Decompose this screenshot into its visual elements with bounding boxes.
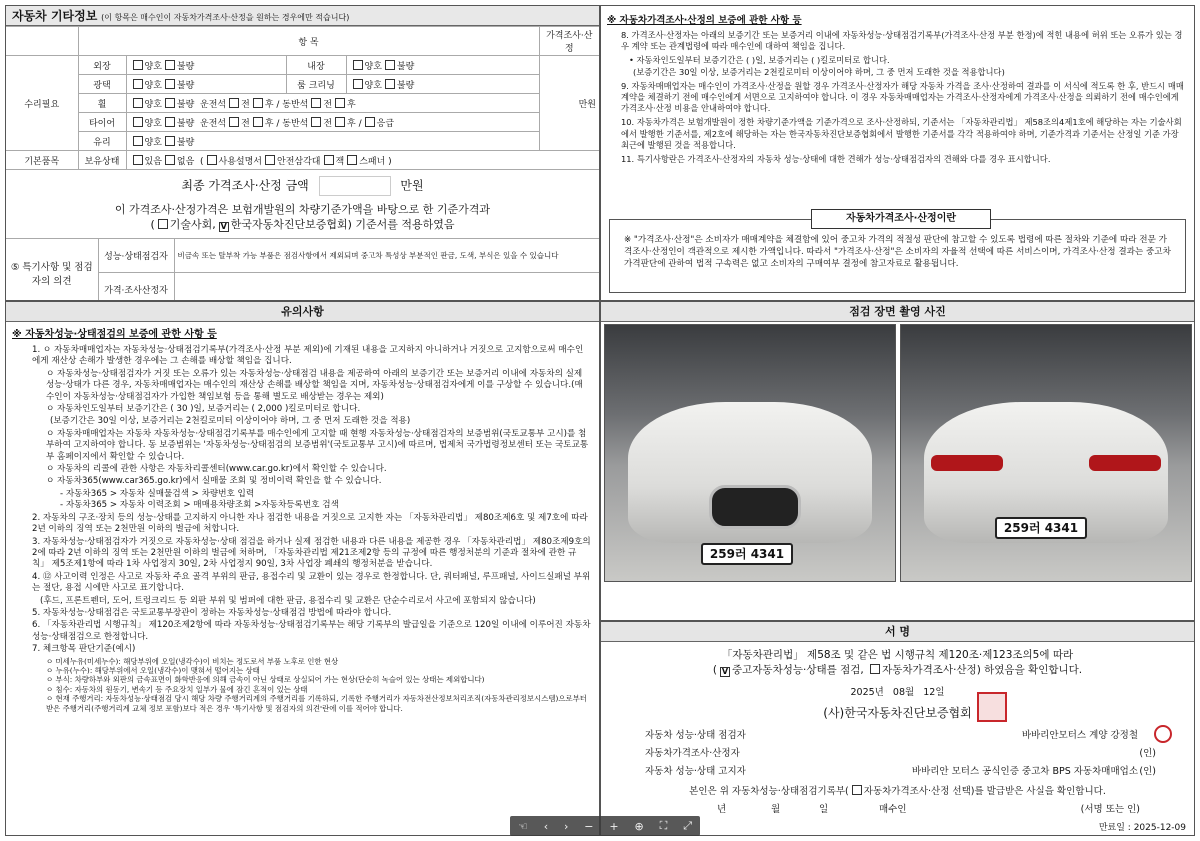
sign-date (601, 684, 1194, 698)
int-bad-label: 불량 (396, 61, 415, 72)
room-good-checkbox[interactable] (353, 79, 363, 89)
tire-rear-label: 후 / 동반석 (264, 118, 309, 129)
sign-year: 2025년 (850, 687, 884, 698)
price-guarantee-list (601, 30, 1194, 165)
sign-month: 08월 (892, 687, 915, 698)
gloss-good-checkbox[interactable] (133, 79, 143, 89)
tire-driver-label: 운전석 (200, 118, 227, 129)
tire-good-checkbox[interactable] (133, 117, 143, 127)
inspector-value: 바바리안모터스 계양 강정철 (1021, 730, 1138, 741)
wheel-rear-label: 후 / 동반석 (264, 99, 309, 110)
wheel-dr-checkbox[interactable] (253, 98, 263, 108)
caution-item-4: 4. ⑫ 사고이력 인정은 사고로 자동차 주요 골격 부위의 판금, 용접수리 및 교환이 있는 경우로 한정합니다. 단, 쿼터패널, 루프패널, 사이드실패널 부위는 절단, 용접 시에만 사고로 표기합니다. (32, 571, 591, 594)
kidney-grille (709, 485, 801, 529)
caution-item-1h: - 자동차365 > 자동차 실매물검색 > 차량번호 입력 (60, 488, 255, 499)
sign-line1: 「자동차관리법」 제58조 및 같은 법 시행규칙 제120조·제123조의5에 따라 (721, 649, 1074, 661)
tire-bad-checkbox[interactable] (165, 117, 175, 127)
wheel-front-label: 전 (241, 99, 250, 110)
triangle-label: 안전삼각대 (277, 156, 321, 167)
wheel-df-checkbox[interactable] (229, 98, 239, 108)
inspector-seal-icon (1154, 725, 1172, 743)
price-guarantee-title: ※ 자동차가격조사·산정의 보증에 관한 사항 등 (607, 15, 802, 26)
wheel-good-checkbox[interactable] (133, 98, 143, 108)
price-assessor-label: 자동차가격조사·산정자 (645, 748, 740, 759)
caution-item-6: 6. 「자동차관리법 시행규칙」 제120조제2항에 따라 자동차성능·상태점검기록부는 해당 기록부의 발급일을 기준으로 120일 이내에 이루어진 자동차 성능·상태점검으로 한정합니다. (32, 620, 591, 642)
caution-item-2: 2. 자동차의 구조·장치 등의 성능·상태를 고지하지 아니한 자나 점검한 내용을 거짓으로 고지한 자는 「자동차관리법」 제80조제6호 및 제7호에 따라 2년 이하의 징역 또는 2천만원 이하의 벌금에 처합니다. (32, 512, 588, 535)
kadia-checkbox[interactable]: V (220, 222, 227, 231)
final-price-input[interactable] (319, 176, 391, 196)
confirm-b: 자동차가격조사·산정 선택)를 발급받은 사실을 확인합니다. (863, 786, 1106, 797)
guarantee-item-11: 11. 특기사항란은 가격조사·산정자의 자동차 성능·상태에 대한 견해가 성능·상태점검자의 견해와 다를 경우 표시합니다. (621, 154, 1051, 165)
triangle-checkbox[interactable] (265, 155, 275, 165)
used-car-check-checkbox[interactable]: V (721, 667, 729, 676)
caution-item-5: 5. 자동차성능·상태점검은 국토교통부장관이 정하는 자동차성능·상태점검 방법에 따라야 합니다. (32, 607, 392, 618)
org-seal-icon (977, 692, 1007, 722)
price-assessor-seal: (인) (1139, 748, 1156, 759)
tire-bad-label: 불량 (176, 118, 195, 129)
own-no-checkbox[interactable] (165, 155, 175, 165)
remark1-text: 비금속 또는 탈부착 가능 부품은 점검사항에서 제외되며 중고차 특성상 부분적인 판금, 도색, 부식은 있을 수 있습니다 (174, 239, 599, 273)
ext-good-label: 양호 (144, 61, 162, 72)
int-good-label: 양호 (364, 61, 382, 72)
ext-good-checkbox[interactable] (133, 60, 143, 70)
gloss-good-label: 양호 (144, 80, 162, 91)
remark1-label: 성능·상태점검자 (98, 239, 174, 273)
zoom-in-icon[interactable]: + (609, 819, 619, 833)
criteria-4: ㅇ 침수: 자동차의 원동기, 변속기 등 주요장치 일부가 물에 잠긴 흔적이 있는 상태 (46, 684, 308, 694)
kadia-label: 한국자동차진단보증협회) 기준서를 적용하였음 (230, 218, 455, 231)
int-good-checkbox[interactable] (353, 60, 363, 70)
prev-page-icon[interactable]: ‹ (543, 819, 549, 833)
remark2-text (174, 273, 599, 302)
guarantee-item-9: 9. 자동차매매업자는 매수인이 가격조사·산정을 원할 경우 가격조사·산정자가 해당 자동차 가격을 조사·산정하여 결과를 이 서식에 적도록 한 후, 반드시 매매계약을 체결하기 전에 매수인에게 서면으로 고지하여야 합니다. 이 경우 자동차매매업자는 가격조사·산정자에게 가격조사·산정을 의뢰하기 전에 매수인에게 가격조사·산정 비용을 안내하여야 합니다. (621, 80, 1184, 114)
caution-section: ※ 자동차성능·상태점검의 보증에 관한 사항 등 (12, 329, 217, 340)
price-survey-checkbox[interactable] (870, 664, 880, 674)
final-price-row (6, 176, 599, 196)
own-paren: ( (200, 156, 204, 167)
glass-bad-label: 불량 (176, 137, 195, 148)
manual-checkbox[interactable] (207, 155, 217, 165)
org-name: (사)한국자동차진단보증협회 (823, 706, 972, 720)
price-value: 만원 (539, 56, 599, 151)
caution-panel (5, 301, 600, 836)
wheel-bad-checkbox[interactable] (165, 98, 175, 108)
own-label: 보유상태 (78, 151, 126, 170)
viewer-toolbar (510, 816, 700, 836)
confirm-row (601, 783, 1194, 797)
caution-item-1c: ㅇ 자동차인도일부터 보증기간은 ( 30 )일, 보증거리는 ( 2,000 )킬로미터로 합니다. (46, 404, 361, 415)
signers (601, 721, 1194, 781)
price-assessor-row (645, 745, 1156, 763)
basic-label: 기본품목 (6, 151, 78, 170)
price-survey-label: 자동차가격조사·산정) 하였음을 확인합니다. (882, 664, 1083, 676)
wheel-front2-label: 전 (323, 99, 333, 110)
ext-bad-label: 불량 (176, 61, 195, 72)
expiry-date: 만료일 : 2025-12-09 (1098, 823, 1186, 833)
tech-society-checkbox[interactable] (158, 219, 168, 229)
hand-icon[interactable]: ☜ (517, 819, 528, 833)
own-yes-label: 있음 (144, 156, 162, 167)
confirm-a: 본인은 위 자동차성능·상태점검기록부( (689, 786, 849, 797)
used-car-check-label: 중고자동차성능·상태를 점검, (732, 664, 864, 676)
caution-item-1i: - 자동차365 > 자동차 이력조회 > 매매용차량조회 >자동차등록번호 검색 (60, 500, 339, 511)
tire-dr-checkbox[interactable] (253, 117, 263, 127)
caution-item-7: 7. 체크항목 판단기준(예시) (32, 644, 136, 655)
int-label: 내장 (286, 56, 346, 75)
org-row (601, 704, 1194, 721)
tire-spare-label: 응급 (376, 118, 395, 129)
own-yes-checkbox[interactable] (133, 155, 143, 165)
etc-note: (이 항목은 매수인이 자동차가격조사·산정을 원하는 경우에만 적습니다) (101, 13, 350, 22)
gloss-label: 광택 (78, 75, 126, 94)
wheel-good-label: 양호 (144, 99, 162, 110)
fullscreen-icon[interactable]: ⛶ (659, 819, 668, 832)
rear-plate: 259러 4341 (995, 517, 1087, 539)
ext-bad-checkbox[interactable] (165, 60, 175, 70)
rear-photo (900, 324, 1192, 582)
col-item: 항 목 (78, 27, 539, 56)
signature-title: 서 명 (601, 622, 1194, 642)
confirm-checkbox[interactable] (852, 785, 862, 795)
criteria-3: ㅇ 부식: 차량하부와 외판의 금속표면이 화학반응에 의해 금속이 아닌 상태로 상실되어 가는 현상(단순히 녹슬어 있는 상태는 제외합니다) (46, 675, 485, 685)
tire-good-label: 양호 (144, 118, 162, 129)
final-price-unit: 만원 (400, 178, 424, 193)
basis-text (6, 202, 599, 232)
caution-item-4b: (후드, 프론트펜더, 도어, 트렁크리드 등 외판 부위 및 범퍼에 대한 판금, 용접수리 및 교환은 단순수리로서 사고에 포함되지 않습니다) (40, 595, 536, 606)
wheel-label: 휠 (78, 94, 126, 113)
caution-item-1b: ㅇ 자동차성능·상태점검자가 거짓 또는 오류가 있는 자동차성능·상태점검 내용을 제공하여 아래의 보증기간 또는 보증거리 이내에 자동차의 실제 성능·상태가 다른 경우, 자동차매매업자는 매수인의 재산상 손해를 배상할 책임을 지며, 자동차성능·상태점검자에게 이를 구상할 수 있습니다.(매수인이 자동차성능·상태점검자가 가입한 책임보험 등을 통해 별도로 배상받는 경우는 제외) (46, 368, 583, 402)
wheel-pf-checkbox[interactable] (311, 98, 321, 108)
remark2-label: 가격·조사산정자 (98, 273, 174, 302)
wheel-bad-label: 불량 (176, 99, 195, 110)
room-good-label: 양호 (364, 80, 382, 91)
price-guarantee-panel (600, 5, 1195, 301)
tire-spare-checkbox[interactable] (365, 117, 375, 127)
col-price: 가격조사·산정 (539, 27, 599, 56)
spanner-label: 스패너 ) (359, 156, 392, 167)
glass-good-checkbox[interactable] (133, 136, 143, 146)
basis-paren: ( (150, 218, 155, 231)
caution-item-1g: ㅇ 자동차365(www.car365.go.kr)에서 실매물 조회 및 정비이력 확인을 할 수 있습니다. (46, 476, 382, 487)
front-photo (604, 324, 896, 582)
zoom-out-icon[interactable]: − (584, 819, 594, 833)
sign-day: 12일 (923, 687, 945, 698)
caution-item-1: 1. ㅇ 자동차매매업자는 자동차성능·상태점검기록부(가격조사·산정 부분 제외)에 기재된 내용을 고지하지 아니하거나 거짓으로 고지함으로써 매수인에게 재산상 손해가 발생한 경우에는 그 손해를 배상할 책임을 집니다. (32, 345, 584, 367)
exit-fullscreen-icon[interactable]: ⤢ (683, 819, 693, 832)
repair-label: 수리필요 (6, 56, 78, 151)
guarantee-period-note: (보증기간은 30일 이상, 보증거리는 2천킬로미터 이상이어야 하며, 그 중 먼저 도래한 것을 적용합니다) (633, 66, 1005, 77)
signature-statement (601, 648, 1194, 678)
wheel-pr-checkbox[interactable] (335, 98, 345, 108)
gloss-bad-label: 불량 (176, 80, 195, 91)
criteria-list (32, 657, 591, 713)
wheel-rear2-label: 후 (347, 99, 356, 110)
buyer-row (601, 801, 1194, 817)
glass-good-label: 양호 (144, 137, 162, 148)
gloss-bad-checkbox[interactable] (165, 79, 175, 89)
final-price-label: 최종 가격조사·산정 금액 (181, 178, 309, 193)
criteria-2: ㅇ 누유(누수): 해당부위에서 오일(냉각수)이 맺혀서 떨어지는 상태 (46, 665, 260, 675)
remarks-table (6, 238, 599, 301)
etc-title: 자동차 기타정보 (12, 9, 98, 23)
jack-label: 잭 (335, 156, 345, 167)
notifier-label: 자동차 성능·상태 고지자 (645, 766, 746, 777)
jack-checkbox[interactable] (324, 155, 334, 165)
photo-title: 점검 장면 촬영 사진 (601, 302, 1194, 322)
notifier-seal: (인) (1139, 766, 1156, 777)
tire-front-label: 전 (241, 118, 250, 129)
room-bad-label: 불량 (396, 80, 415, 91)
criteria-5: ㅇ 현재 주행거리: 자동차성능·상태점검 당시 해당 차량 주행거리계의 주행거리를 기록하되, 기록한 주행거리가 자동차전산정보처리조직(자동차관리정보시스템)으로부터 받은 주행거리(주행거리계 교체 정보 포함)보다 적은 경우 '특기사항 및 점검자의 의견'란에 이를 적어야 합니다. (46, 694, 587, 713)
inspector-label: 자동차 성능·상태 점검자 (645, 730, 746, 741)
photo-panel (600, 301, 1195, 621)
guarantee-item-8: 8. 가격조사·산정자는 아래의 보증기간 또는 보증거리 이내에 자동차성능·상태점검기록부(가격조사·산정 부분 한정)에 적힌 내용에 허위 또는 오류가 있는 경우 계약 또는 관계법령에 따라 매수인에 대하여 책임을 집니다. (621, 30, 1183, 52)
next-page-icon[interactable]: › (564, 819, 569, 833)
caution-item-1d: (보증기간은 30일 이상, 보증거리는 2천킬로미터 이상이어야 하며, 그 중 먼저 도래한 것을 적용) (50, 416, 411, 427)
tech-society-label: 기술사회, (169, 218, 216, 231)
notifier-row (645, 763, 1156, 781)
buyer-year: 년 (717, 804, 727, 815)
etc-table (6, 26, 599, 170)
room-bad-checkbox[interactable] (385, 79, 395, 89)
room-label: 룸 크리닝 (286, 75, 346, 94)
tire-label: 타이어 (78, 113, 126, 132)
buyer-label: 매수인 (879, 804, 907, 815)
own-no-label: 없음 (176, 156, 195, 167)
guarantee-item-10: 10. 자동차가격은 보험개발원이 정한 차량기준가액을 기준가격으로 조사·산정하되, 기준서는 「자동차관리법」 제58조의4제1호에 해당하는 자는 기술사회에서 발행한 기준서를, 제2호에 해당하는 자는 한국자동차진단보증협회에서 발행한 기준서를 각각 적용하여야 하며, 기준가격과 기준서는 산정일 기준 가장 최근에 발행된 것을 적용합니다. (621, 117, 1182, 150)
remarks-label: ⑤ 특기사항 및 점검자의 의견 (6, 239, 98, 302)
rear-light-left (931, 455, 1003, 471)
glass-label: 유리 (78, 132, 126, 151)
caution-title: 유의사항 (6, 302, 599, 322)
caution-item-1e: ㅇ 자동차매매업자는 자동차 자동차성능·상태점검기록부를 매수인에게 고지할 때 현행 자동차성능·상태점검자의 보증범위(국토교통부 고시)를 첨부하여 고지하여야 합니다. 동 보증범위는 '자동차성능·상태점검의 보증범위'(국토교통부 고시)에 따르며, 법제처 국가법령정보센터 또는 국토교통부 홈페이지에서 확인할 수 있습니다. (46, 428, 589, 462)
sign-paren: ( (712, 664, 717, 676)
tire-front2-label: 전 (323, 118, 333, 129)
notifier-value: 바바리안 모터스 공식인증 중고차 BPS 자동차매매업소 (911, 766, 1138, 777)
caution-item-3: 3. 자동차성능·상태점검자가 거짓으로 자동차성능·상태 점검을 하거나 실제 점검한 내용과 다른 내용을 제공한 경우 「자동차관리법」 제80조제9호의2에 따라 2년 이하의 징역 또는 2천만원 이하의 벌금에 처하며, 「자동차관리법 제21조제2항 등의 규정에 따른 행정처분의 기준과 절차에 관한 규칙」 제5조제1항에 따라 1차 사업정지 30일, 2차 사업정지 90일, 3차 사업장 폐쇄의 행정처분을 받습니다. (32, 536, 591, 570)
caution-item-1f: ㅇ 자동차의 리콜에 관한 사항은 자동차리콜센터(www.car.go.kr)에서 확인할 수 있습니다. (46, 464, 387, 475)
price-box-title: 자동차가격조사·산정이란 (811, 209, 991, 229)
int-bad-checkbox[interactable] (385, 60, 395, 70)
etc-info-panel (5, 5, 600, 301)
fit-page-icon[interactable]: ⊕ (634, 819, 644, 833)
caution-list (6, 343, 599, 713)
buyer-month: 월 (771, 804, 781, 815)
tire-df-checkbox[interactable] (229, 117, 239, 127)
signature-panel (600, 621, 1195, 836)
inspector-row (645, 727, 1144, 745)
glass-bad-checkbox[interactable] (165, 136, 175, 146)
buyer-sign: (서명 또는 인) (1080, 804, 1140, 815)
tire-pf-checkbox[interactable] (311, 117, 321, 127)
wheel-driver-label: 운전석 (200, 99, 227, 110)
manual-label: 사용설명서 (218, 156, 263, 167)
ext-label: 외장 (78, 56, 126, 75)
tire-rear2-label: 후 / (347, 118, 362, 129)
tire-pr-checkbox[interactable] (335, 117, 345, 127)
buyer-day: 일 (819, 804, 829, 815)
front-plate: 259러 4341 (701, 543, 793, 565)
basis-line1: 이 가격조사·산정가격은 보험개발원의 차량기준가액을 바탕으로 한 기준가격과 (114, 203, 491, 216)
spanner-checkbox[interactable] (347, 155, 357, 165)
criteria-1: ㅇ 미세누유(미세누수): 해당부위에 오일(냉각수)이 비치는 정도로서 부품 노후로 인한 현상 (46, 656, 339, 666)
price-box-text: ※ "가격조사·산정"은 소비자가 매매계약을 체결함에 있어 중고차 가격의 적절성 판단에 참고할 수 있도록 법령에 따른 절차와 기준에 따라 전문 가격조사·산정인이 객관적으로 제시한 가액입니다. 따라서 "가격조사·산정"은 소비자의 자율적 선택에 따른 서비스이며, 가격조사·산정 결과는 중고차 가격판단에 관하여 법적 구속력은 없고 소비자의 구매여부 결정에 참고자료로 활용됩니다. (609, 219, 1186, 293)
guarantee-period: • 자동차인도일부터 보증기간은 ( )일, 보증거리는 ( )킬로미터로 합니다. (629, 55, 890, 66)
rear-light-right (1089, 455, 1161, 471)
